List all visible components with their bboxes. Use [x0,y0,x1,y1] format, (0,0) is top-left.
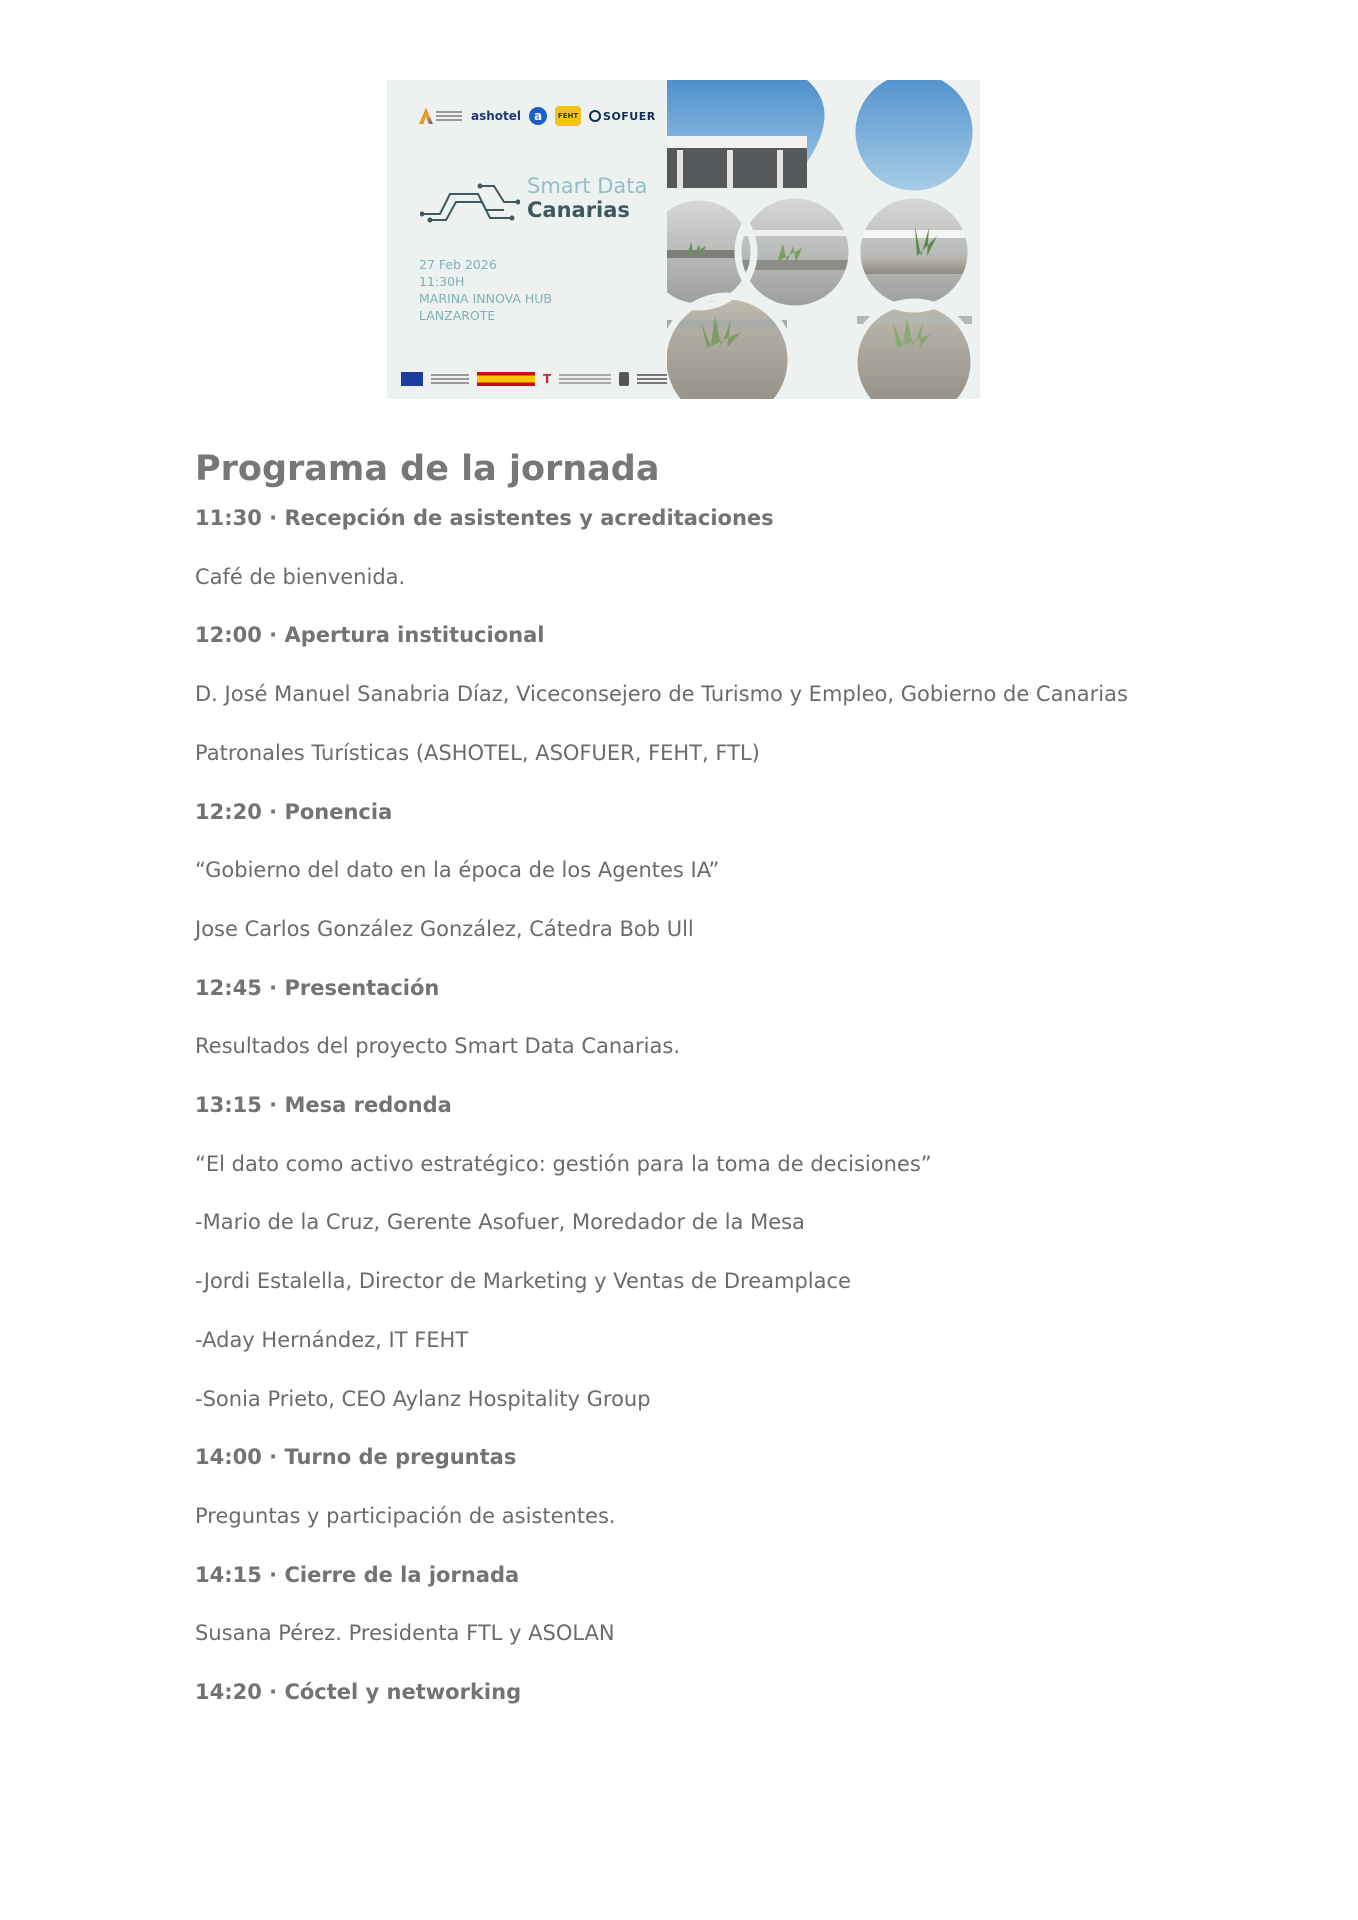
canarias-government-icon [619,372,629,386]
circuit-icon [420,180,520,224]
agenda-time: 14:00 [195,1445,262,1470]
funder-logos [401,372,683,386]
agenda-item-heading [195,504,774,532]
agenda-separator: · [261,1680,285,1704]
ashotel-mark: a [529,107,547,125]
agenda-detail: D. José Manuel Sanabria Díaz, Viceconsejero de Turismo y Empleo, Gobierno de Canarias [195,682,1128,707]
page-title: Programa de la jornada [195,449,660,490]
agenda-detail: Café de bienvenida. [195,564,406,589]
agenda-title: Ponencia [284,799,393,824]
agenda-item-heading [195,1091,452,1119]
event-venue: MARINA INNOVA HUB [419,291,552,306]
agenda-separator: · [261,975,285,1000]
event-info [419,256,552,324]
agenda-detail: -Jordi Estalella, Director de Marketing y Ventas de Dreamplace [195,1269,851,1294]
banner-title-line1: Smart Data [527,174,648,198]
agenda-time: 13:15 [195,1093,262,1117]
tourism-logo-text [559,374,611,384]
building-photo-collage [667,80,980,399]
agenda-separator: · [261,1562,285,1587]
agenda-time: 12:45 [195,975,262,1000]
event-time: 11:30H [419,274,465,289]
agenda-detail: -Aday Hernández, IT FEHT [195,1327,469,1352]
agenda-time: 12:00 [195,623,262,648]
agenda-time: 12:20 [195,799,262,824]
agenda-title: Apertura institucional [284,623,545,648]
agenda-title: Presentación [284,975,440,1000]
agenda-item-heading [195,1678,521,1706]
agenda-detail: “El dato como activo estratégico: gestión para la toma de decisiones” [195,1151,932,1176]
event-location: LANZAROTE [419,308,496,323]
agenda-detail: -Mario de la Cruz, Gerente Asofuer, Moredador de la Mesa [195,1210,805,1235]
agenda-detail: Patronales Turísticas (ASHOTEL, ASOFUER, FEHT, FTL) [195,740,760,765]
asofuer-logo: SOFUER [589,110,656,123]
agenda-item-heading [195,1561,519,1589]
banner-title-line2: Canarias [527,198,630,222]
agenda-item-heading [195,621,544,649]
agenda-item-heading [195,798,392,826]
agenda-time: 14:15 [195,1562,262,1587]
agenda-detail: Susana Pérez. Presidenta FTL y ASOLAN [195,1621,615,1646]
eu-flag-icon [401,372,423,386]
agenda-title: Turno de preguntas [284,1445,517,1470]
agenda-detail: “Gobierno del dato en la época de los Agentes IA” [195,858,720,883]
event-date: 27 Feb 2026 [419,257,497,272]
agenda-separator: · [261,623,285,648]
feht-logo: FEHT [555,106,581,126]
agenda-title: Recepción de asistentes y acreditaciones [284,506,774,530]
agenda-item-heading [195,1443,516,1471]
agenda-title: Mesa redonda [284,1093,452,1117]
agenda-detail: Resultados del proyecto Smart Data Canarias. [195,1034,680,1059]
agenda-separator: · [261,1445,285,1470]
ashotel-logo: ashotel [471,109,522,123]
agenda-detail: -Sonia Prieto, CEO Aylanz Hospitality Group [195,1386,651,1411]
agenda-separator: · [261,506,285,530]
agenda-title: Cierre de la jornada [284,1562,520,1587]
tourism-logo: T [543,372,552,386]
agenda-time: 14:20 [195,1680,262,1704]
spain-government-logo [477,372,535,386]
agenda-detail: Preguntas y participación de asistentes. [195,1503,616,1528]
agenda-item-heading [195,974,439,1002]
eu-logo-text [431,374,469,384]
agenda-separator: · [261,1093,285,1117]
agenda-time: 11:30 [195,506,262,530]
event-banner [387,80,980,399]
agenda-detail: Jose Carlos González González, Cátedra Bob Ull [195,916,694,941]
agenda-title: Cóctel y networking [284,1680,522,1704]
sponsor-logos [419,106,656,126]
agenda-separator: · [261,799,285,824]
ftl-logo [419,106,463,126]
